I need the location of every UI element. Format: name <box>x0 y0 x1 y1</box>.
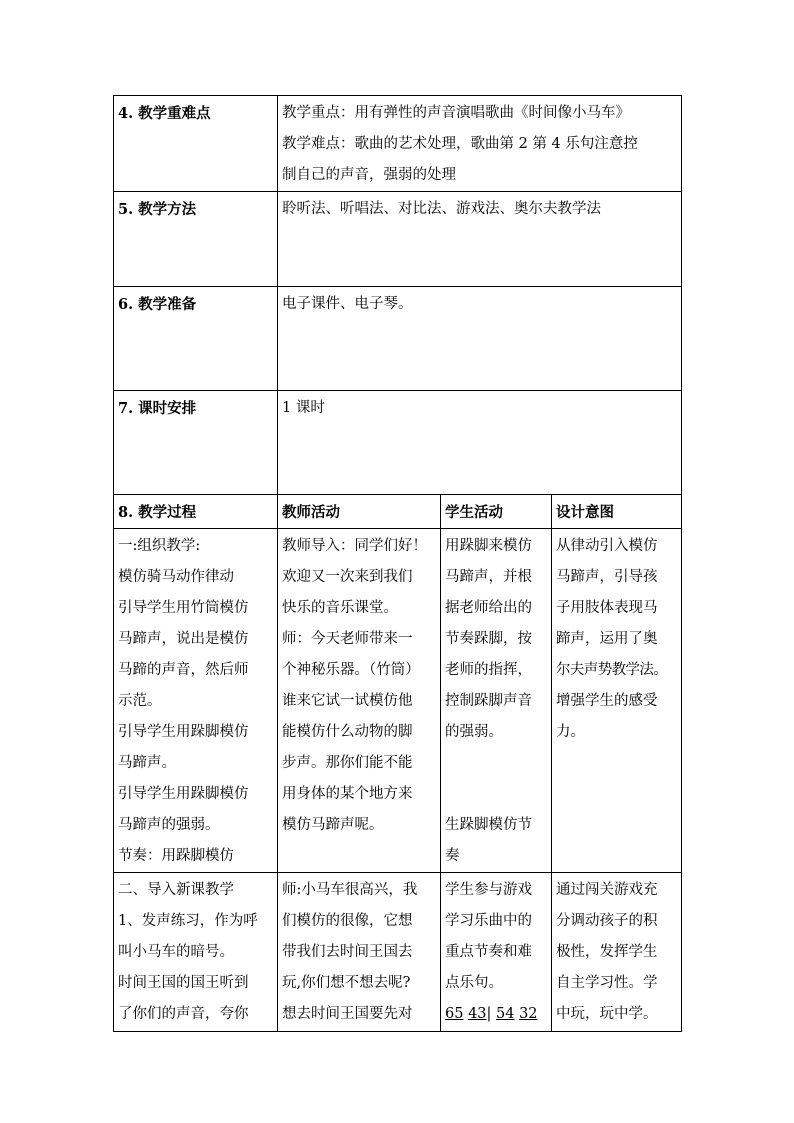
intent-line: 中玩，玩中学。 <box>556 1006 658 1022</box>
process-line: 引导学生用竹筒模仿 <box>118 600 249 616</box>
teacher-line: 模仿马蹄声呢。 <box>282 817 384 833</box>
key-point-line: 制自己的声音，强弱的处理 <box>282 167 456 183</box>
process-header-row <box>114 495 682 529</box>
intent-cell-1 <box>552 529 682 873</box>
row-methods <box>114 192 682 287</box>
student-line: 老师的指挥， <box>445 662 532 678</box>
teacher-line: 师:小马车很高兴，我 <box>282 882 418 898</box>
process-line: 马蹄的声音，然后师 <box>118 662 249 678</box>
teacher-line: 欢迎又一次来到我们 <box>282 569 413 585</box>
process-line: 时间王国的国王听到 <box>118 975 249 991</box>
student-cell-1 <box>441 529 552 873</box>
rhythm-notation <box>445 999 548 1030</box>
process-row-2 <box>114 873 682 1032</box>
student-cell-2 <box>441 873 552 1032</box>
student-line: 重点节奏和难 <box>445 944 532 960</box>
intent-line: 分调动孩子的积 <box>556 913 658 929</box>
student-line: 学生参与游戏 <box>445 882 532 898</box>
student-line: 用跺脚来模仿 <box>445 538 532 554</box>
intent-line: 极性，发挥学生 <box>556 944 658 960</box>
intent-cell-2 <box>552 873 682 1032</box>
intent-line: 增强学生的感受 <box>556 693 658 709</box>
teacher-line: 们模仿的很像，它想 <box>282 913 413 929</box>
teacher-line: 玩,你们想不想去呢? <box>282 975 411 991</box>
teacher-line: 快乐的音乐课堂。 <box>282 600 398 616</box>
methods-content: 聆听法、听唱法、对比法、游戏法、奥尔夫教学法 <box>278 192 682 287</box>
intent-line: 从律动引入模仿 <box>556 538 658 554</box>
process-line: 节奏：用跺脚模仿 <box>118 848 234 864</box>
intent-line: 通过闯关游戏充 <box>556 882 658 898</box>
process-line: 引导学生用跺脚模仿 <box>118 724 249 740</box>
teacher-line: 教师导入：同学们好！ <box>282 538 427 554</box>
process-line: 二、导入新课教学 <box>118 882 234 898</box>
student-line: 控制跺脚声音 <box>445 693 532 709</box>
student-line: 奏 <box>445 848 460 864</box>
spacer <box>445 779 548 810</box>
student-line: 马蹄声，并根 <box>445 569 532 585</box>
prep-content: 电子课件、电子琴。 <box>278 287 682 391</box>
teacher-line: 想去时间王国要先对 <box>282 1006 413 1022</box>
intent-line: 马蹄声，引导孩 <box>556 569 658 585</box>
intent-line: 尔夫声势教学法。 <box>556 662 668 678</box>
teacher-line: 用身体的某个地方来 <box>282 786 413 802</box>
rhythm-group: 43 <box>468 1006 487 1022</box>
student-line: 据老师给出的 <box>445 600 532 616</box>
student-line: 学习乐曲中的 <box>445 913 532 929</box>
process-line: 叫小马车的暗号。 <box>118 944 234 960</box>
key-points-content <box>278 96 682 192</box>
key-point-line: 教学难点：歌曲的艺术处理，歌曲第 2 第 4 乐句注意控 <box>282 136 638 152</box>
bar-line: | <box>486 1006 492 1022</box>
teacher-line: 带我们去时间王国去 <box>282 944 413 960</box>
student-line: 节奏跺脚，按 <box>445 631 532 647</box>
process-line: 马蹄声，说出是模仿 <box>118 631 249 647</box>
row-schedule <box>114 391 682 495</box>
teacher-line: 步声。那你们能不能 <box>282 755 413 771</box>
process-row-1 <box>114 529 682 873</box>
intent-line: 力。 <box>556 724 585 740</box>
intent-line: 子用肢体表现马 <box>556 600 658 616</box>
process-line: 了你们的声音，夸你 <box>118 1006 249 1022</box>
header-teacher: 教师活动 <box>278 495 441 529</box>
rhythm-group: 32 <box>519 1006 538 1022</box>
teacher-line: 谁来它试一试模仿他 <box>282 693 413 709</box>
label-prep: 6. 教学准备 <box>114 287 278 391</box>
header-student: 学生活动 <box>441 495 552 529</box>
process-cell-2 <box>114 873 278 1032</box>
student-line: 生跺脚模仿节 <box>445 817 532 833</box>
intent-line: 自主学习性。学 <box>556 975 658 991</box>
student-line: 点乐句。 <box>445 975 503 991</box>
row-key-points <box>114 96 682 192</box>
rhythm-group: 65 <box>445 1006 464 1022</box>
row-prep <box>114 287 682 391</box>
process-line: 引导学生用跺脚模仿 <box>118 786 249 802</box>
teacher-cell-2 <box>278 873 441 1032</box>
key-point-line: 教学重点：用有弹性的声音演唱歌曲《时间像小马车》 <box>282 105 630 121</box>
process-line: 马蹄声的强弱。 <box>118 817 220 833</box>
rhythm-group: 54 <box>496 1006 515 1022</box>
label-schedule: 7. 课时安排 <box>114 391 278 495</box>
process-line: 一:组织教学: <box>118 538 201 554</box>
process-line: 马蹄声。 <box>118 755 176 771</box>
process-line: 1、发声练习，作为呼 <box>118 913 258 929</box>
schedule-content: 1 课时 <box>278 391 682 495</box>
process-cell-1 <box>114 529 278 873</box>
intent-line: 蹄声，运用了奥 <box>556 631 658 647</box>
student-line: 的强弱。 <box>445 724 503 740</box>
label-key-points: 4. 教学重难点 <box>114 96 278 192</box>
header-intent: 设计意图 <box>552 495 682 529</box>
header-process: 8. 教学过程 <box>114 495 278 529</box>
lesson-plan-table <box>113 95 682 1032</box>
process-line: 模仿骑马动作律动 <box>118 569 234 585</box>
teacher-line: 能模仿什么动物的脚 <box>282 724 413 740</box>
spacer <box>445 748 548 779</box>
label-methods: 5. 教学方法 <box>114 192 278 287</box>
teacher-cell-1 <box>278 529 441 873</box>
teacher-line: 师：今天老师带来一 <box>282 631 413 647</box>
teacher-line: 个神秘乐器。（竹筒） <box>282 662 420 678</box>
process-line: 示范。 <box>118 693 162 709</box>
